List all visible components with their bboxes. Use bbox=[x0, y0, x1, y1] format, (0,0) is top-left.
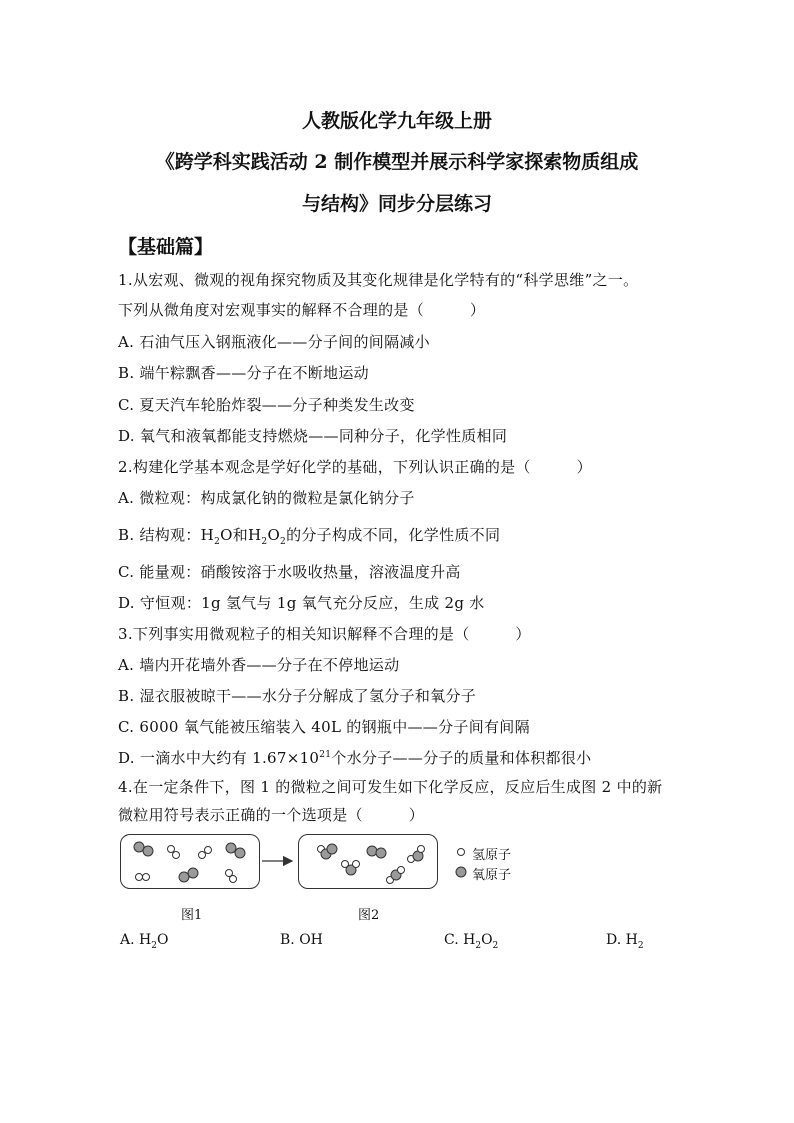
o2-molecule bbox=[226, 843, 245, 858]
q1-stem-line-1: 1.从宏观、微观的视角探究物质及其变化规律是化学特有的“科学思维”之一。 bbox=[118, 271, 639, 289]
q2-option-b: B. 结构观：$H_2O$和$H_2O_2$的分子构成不同，化学性质不同 bbox=[118, 526, 501, 547]
formula-h2o2: $H_2O_2$ bbox=[248, 526, 287, 547]
o2-molecule bbox=[367, 846, 386, 858]
section-heading: 【基础篇】 bbox=[118, 236, 214, 258]
q3-stem: 3.下列事实用微观粒子的相关知识解释不合理的是（ ） bbox=[118, 625, 531, 643]
h2-molecule bbox=[168, 846, 180, 859]
title-line-2: 《跨学科实践活动 2 制作模型并展示科学家探索物质组成 bbox=[155, 151, 639, 173]
q2-option-d: D. 守恒观：1g 氢气与 1g 氧气充分反应，生成 2g 水 bbox=[118, 594, 485, 612]
q2-stem: 2.构建化学基本观念是学好化学的基础，下列认识正确的是（ ） bbox=[118, 458, 592, 476]
figure-1-caption: 图1 bbox=[181, 908, 203, 923]
q2-option-c: C. 能量观：硝酸铵溶于水吸收热量，溶液温度升高 bbox=[118, 563, 461, 581]
q1-option-d: D. 氧气和液氧都能支持燃烧——同种分子，化学性质相同 bbox=[118, 427, 508, 445]
h2o2-molecule bbox=[408, 846, 425, 863]
q3-option-c: C. 6000 氧气能被压缩装入 40L 的钢瓶中——分子间有间隔 bbox=[118, 718, 530, 736]
figure-2-caption: 图2 bbox=[358, 908, 380, 923]
h2o2-molecule bbox=[318, 844, 338, 859]
q1-stem-line-2: 下列从微角度对宏观事实的解释不合理的是（ ） bbox=[118, 301, 486, 319]
legend-oxygen-label: 氧原子 bbox=[472, 868, 512, 883]
h2o2-molecule bbox=[387, 867, 405, 884]
q2-b-prefix: B. 结构观： bbox=[118, 526, 201, 544]
o2-molecule bbox=[179, 868, 198, 882]
legend-oxygen-marker bbox=[456, 867, 466, 877]
q1-option-a: A. 石油气压入钢瓶液化——分子间的间隔减小 bbox=[118, 333, 430, 351]
legend-hydrogen-label: 氢原子 bbox=[472, 848, 512, 863]
q4-option-c: C. $H_2O_2$ bbox=[444, 932, 499, 951]
h2-molecule bbox=[226, 870, 237, 883]
o2-molecule bbox=[134, 842, 153, 856]
q1-option-b: B. 端午粽飘香——分子在不断地运动 bbox=[118, 364, 369, 382]
formula-h2o: $H_2O$ bbox=[200, 526, 233, 547]
q1-option-c: C. 夏天汽车轮胎炸裂——分子种类发生改变 bbox=[118, 396, 415, 414]
title-line-3: 与结构》同步分层练习 bbox=[301, 193, 492, 215]
h2-molecule bbox=[199, 847, 212, 859]
q4-option-b: B. OH bbox=[280, 932, 323, 948]
title-line-1: 人教版化学九年级上册 bbox=[301, 110, 492, 132]
q2-option-a: A. 微粒观：构成氯化钠的微粒是氯化钠分子 bbox=[118, 489, 415, 507]
q4-option-d: D. $H_2$ bbox=[606, 932, 644, 951]
q3-option-b: B. 湿衣服被晾干——水分子分解成了氢分子和氧分子 bbox=[118, 687, 477, 705]
legend-hydrogen-marker bbox=[458, 849, 465, 856]
q3-option-a: A. 墙内开花墙外香——分子在不停地运动 bbox=[118, 656, 400, 674]
q4-option-a: A. $H_2O$ bbox=[120, 932, 169, 951]
q4-stem-line-1: 4.在一定条件下，图 1 的微粒之间可发生如下化学反应，反应后生成图 2 中的新 bbox=[118, 778, 663, 796]
q3-option-d: D. 一滴水中大约有 $1.67\times 10^{21}$个水分子——分子的质量和体积都很小 bbox=[118, 749, 592, 767]
h2-molecule bbox=[136, 874, 150, 881]
q4-stem-line-2: 微粒用符号表示正确的一个选项是（ ） bbox=[118, 806, 425, 824]
h2o2-molecule bbox=[342, 861, 360, 876]
